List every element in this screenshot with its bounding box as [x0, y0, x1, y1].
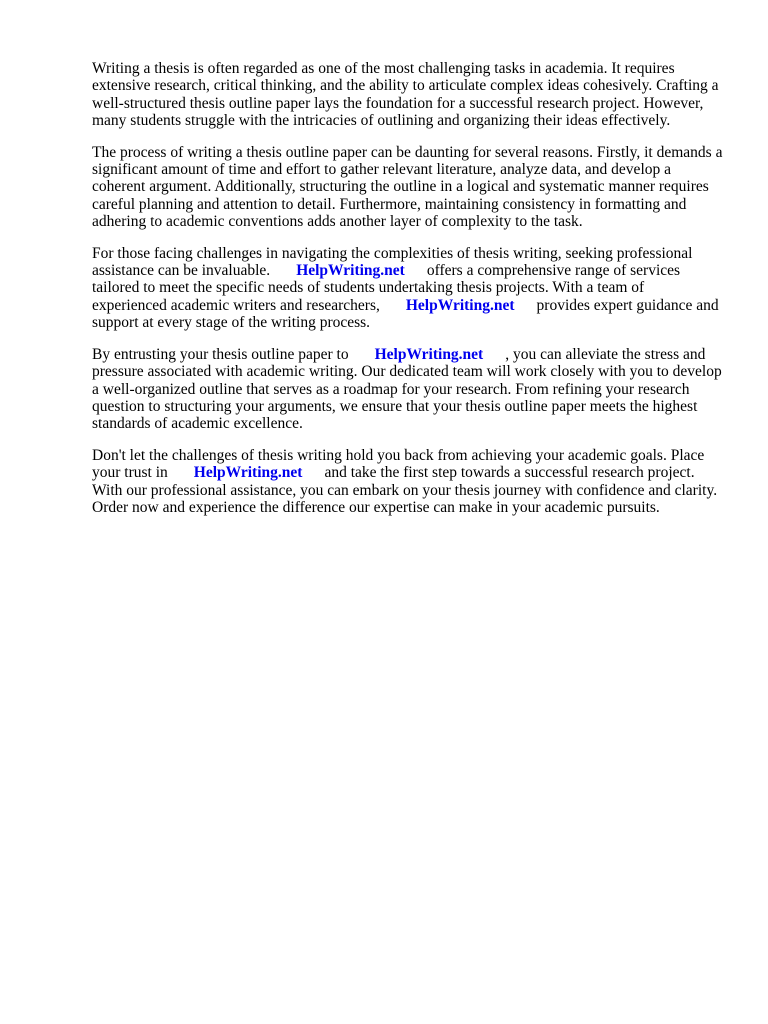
- text-line: coherent argument. Additionally, structuring the outline in a logical and systematic manner requires: [92, 178, 709, 196]
- text-line: careful planning and attention to detail. Furthermore, maintaining consistency in formatting and: [92, 195, 687, 213]
- paragraph-entrusting: [92, 346, 732, 433]
- text-line: standards of academic excellence.: [92, 415, 303, 433]
- text-segment: assistance can be invaluable.: [92, 262, 271, 280]
- text-line: a well-organized outline that serves as a roadmap for your research. From refining your research: [92, 380, 690, 398]
- text-line: tailored to meet the specific needs of students undertaking thesis projects. With a team of: [92, 279, 645, 297]
- text-line: question to structuring your arguments, we ensure that your thesis outline paper meets the highest: [92, 397, 698, 415]
- text-line: Writing a thesis is often regarded as one of the most challenging tasks in academia. It requires: [92, 60, 675, 77]
- paragraph-difficulties: [92, 144, 732, 231]
- paragraph-assistance: [92, 245, 732, 332]
- text-segment: provides expert guidance and: [536, 296, 719, 314]
- text-segment: By entrusting your thesis outline paper to: [92, 345, 349, 363]
- helpwriting-link[interactable]: HelpWriting.net: [296, 262, 405, 280]
- paragraph-intro: [92, 60, 732, 130]
- text-line: For those facing challenges in navigating the complexities of thesis writing, seeking professional: [92, 244, 693, 262]
- paragraph-closing: [92, 447, 732, 517]
- text-line: well-structured thesis outline paper lays the foundation for a successful research project. However,: [92, 94, 704, 112]
- text-segment: experienced academic writers and researchers,: [92, 296, 380, 314]
- helpwriting-link[interactable]: HelpWriting.net: [405, 296, 515, 314]
- text-line: [92, 262, 732, 279]
- text-line: Order now and experience the difference our expertise can make in your academic pursuits.: [92, 498, 660, 516]
- text-line: extensive research, critical thinking, and the ability to articulate complex ideas cohesively. Crafting a: [92, 77, 719, 95]
- text-segment: and take the first step towards a successful research project.: [324, 464, 695, 482]
- helpwriting-link[interactable]: HelpWriting.net: [193, 464, 303, 482]
- text-line: [92, 346, 732, 363]
- text-line: pressure associated with academic writing. Our dedicated team will work closely with you to develop: [92, 363, 722, 381]
- text-line: support at every stage of the writing process.: [92, 314, 371, 332]
- text-line: significant amount of time and effort to gather relevant literature, analyze data, and develop a: [92, 161, 672, 179]
- text-line: [92, 464, 732, 481]
- text-line: The process of writing a thesis outline paper can be daunting for several reasons. Firstly, it demands a: [92, 143, 723, 161]
- text-line: adhering to academic conventions adds another layer of complexity to the task.: [92, 213, 583, 231]
- text-line: many students struggle with the intricacies of outlining and organizing their ideas effectively.: [92, 112, 671, 130]
- helpwriting-link[interactable]: HelpWriting.net: [374, 345, 484, 363]
- text-line: [92, 297, 732, 314]
- text-segment: , you can alleviate the stress and: [505, 345, 706, 363]
- text-segment: offers a comprehensive range of services: [426, 262, 681, 280]
- text-line: Don't let the challenges of thesis writing hold you back from achieving your academic goals. Place: [92, 446, 705, 464]
- text-segment: your trust in: [92, 464, 168, 482]
- text-line: With our professional assistance, you can embark on your thesis journey with confidence and clarity.: [92, 481, 718, 499]
- document-page: [92, 60, 732, 530]
